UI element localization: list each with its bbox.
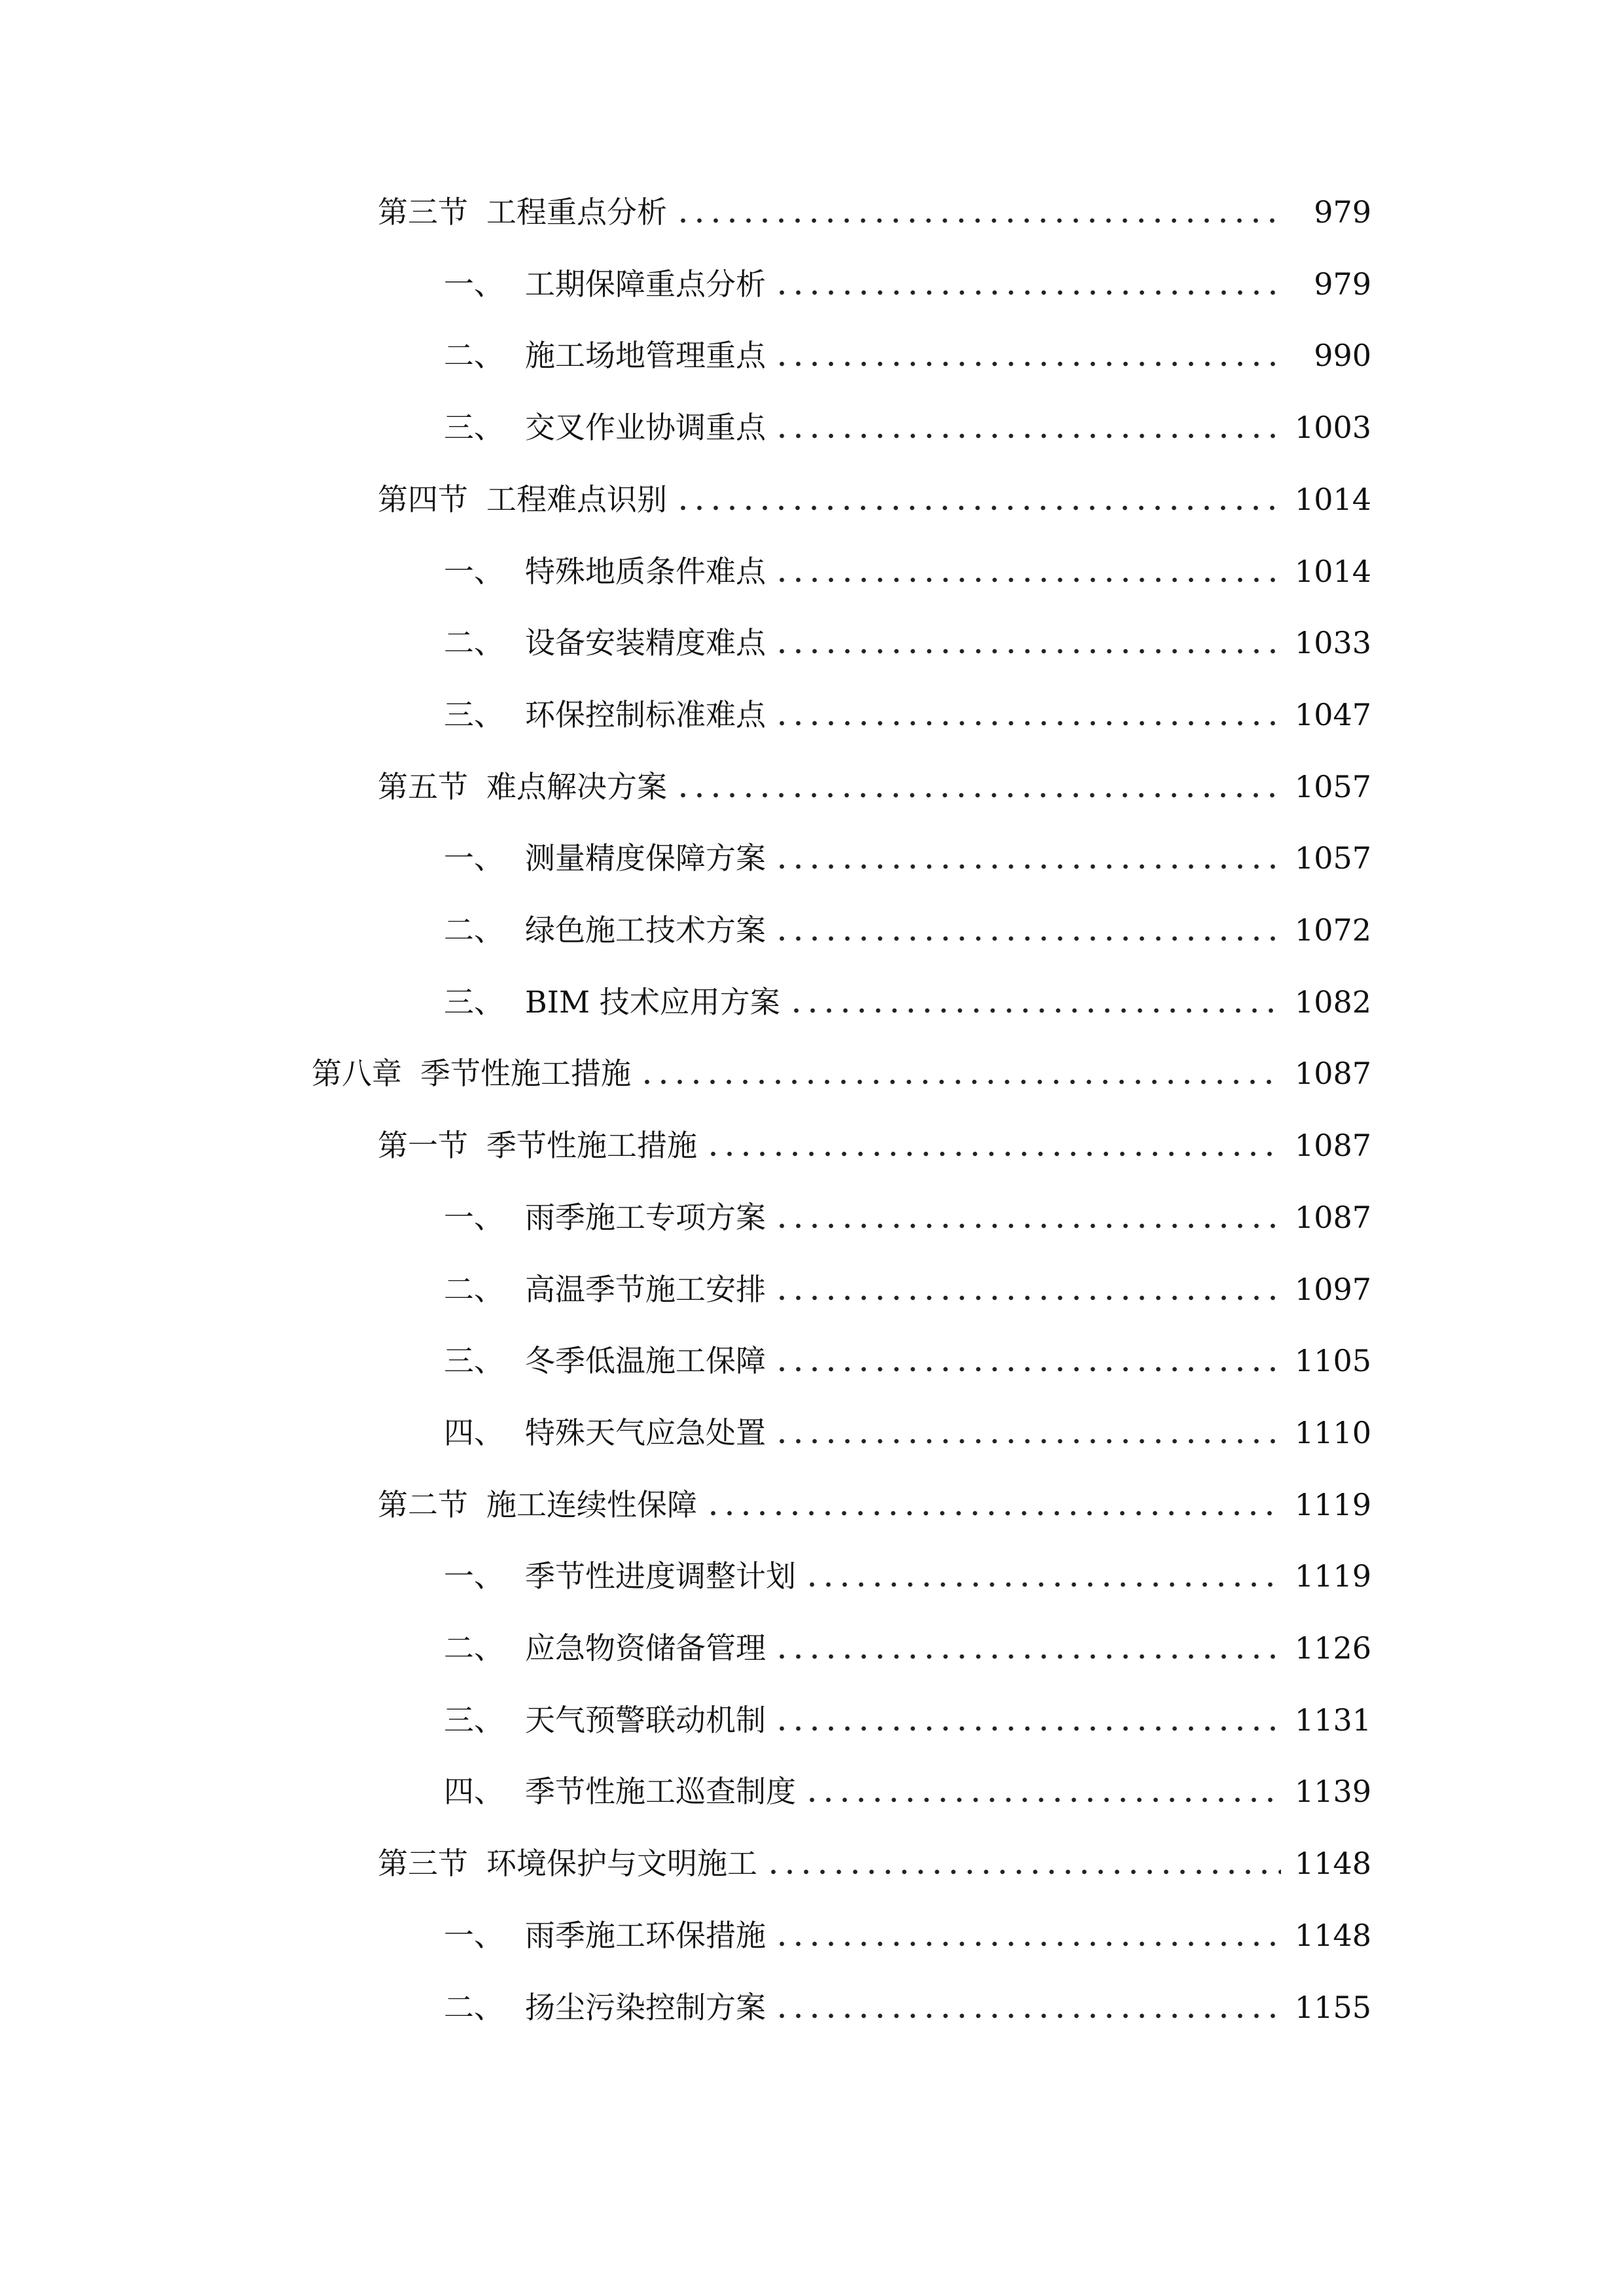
toc-subsection-entry[interactable]	[444, 539, 1371, 589]
toc-page-number: 1148	[1294, 1846, 1371, 1881]
toc-entry-prefix: 第五节	[378, 769, 468, 804]
toc-leader-dots	[774, 1941, 1281, 1946]
toc-leader-dots	[788, 1008, 1281, 1013]
toc-entry-number: 三、	[444, 1702, 504, 1738]
toc-leader-dots	[675, 505, 1281, 511]
toc-entry-title: 设备安装精度难点	[525, 625, 766, 660]
toc-section-entry[interactable]	[378, 180, 1371, 230]
toc-leader-dots	[774, 1367, 1281, 1372]
toc-entry-prefix: 第一节	[378, 1128, 468, 1163]
toc-page-number: 1087	[1294, 1056, 1371, 1091]
toc-subsection-entry[interactable]	[444, 1975, 1371, 2025]
toc-entry-title: 扬尘污染控制方案	[525, 1990, 766, 2025]
toc-entry-title: 绿色施工技术方案	[525, 912, 766, 948]
toc-page-number: 1148	[1294, 1918, 1371, 1953]
toc-entry-prefix: 第三节	[378, 1846, 468, 1881]
toc-entry-number: 一、	[444, 1200, 504, 1235]
toc-leader-dots	[774, 1223, 1281, 1229]
toc-page-number: 1057	[1294, 769, 1371, 804]
toc-section-entry[interactable]	[378, 1473, 1371, 1520]
toc-subsection-entry[interactable]	[444, 898, 1371, 948]
toc-leader-dots	[774, 290, 1281, 295]
toc-page-number: 1014	[1294, 554, 1371, 589]
toc-page-number: 1087	[1294, 1128, 1371, 1163]
toc-entry-number: 一、	[444, 1918, 504, 1953]
toc-leader-dots	[804, 1797, 1281, 1803]
toc-section-entry[interactable]	[378, 1831, 1371, 1881]
toc-entry-number: 二、	[444, 1272, 504, 1307]
toc-subsection-entry[interactable]	[444, 1544, 1371, 1594]
toc-section-entry[interactable]	[378, 1113, 1371, 1163]
toc-entry-title: 工程难点识别	[486, 482, 667, 517]
toc-entry-number: 一、	[444, 554, 504, 589]
toc-entry-title: 交叉作业协调重点	[525, 410, 766, 445]
toc-leader-dots	[774, 864, 1281, 869]
toc-entry-prefix: 第八章	[312, 1056, 402, 1091]
toc-leader-dots	[675, 793, 1281, 798]
toc-entry-title: 天气预警联动机制	[525, 1702, 766, 1738]
toc-leader-dots	[774, 577, 1281, 583]
toc-page-number: 1097	[1294, 1272, 1371, 1307]
toc-leader-dots	[774, 1726, 1281, 1731]
toc-subsection-entry[interactable]	[444, 1688, 1371, 1738]
toc-leader-dots	[774, 649, 1281, 654]
toc-entry-number: 二、	[444, 625, 504, 660]
toc-page-number: 1126	[1294, 1630, 1371, 1666]
toc-entry-number: 二、	[444, 1990, 504, 2025]
toc-entry-title: 施工连续性保障	[486, 1487, 697, 1522]
toc-entry-prefix: 第三节	[378, 194, 468, 230]
toc-entry-prefix: 第四节	[378, 482, 468, 517]
toc-leader-dots	[774, 721, 1281, 726]
toc-leader-dots	[675, 218, 1281, 223]
toc-entry-title: 季节性施工巡查制度	[525, 1774, 796, 1809]
toc-page-number: 1155	[1294, 1990, 1371, 2025]
toc-leader-dots	[804, 1582, 1281, 1587]
toc-page-number: 1131	[1294, 1702, 1371, 1738]
toc-page-number: 1057	[1294, 840, 1371, 876]
toc-entry-number: 二、	[444, 912, 504, 948]
toc-entry-title: 季节性进度调整计划	[525, 1558, 796, 1594]
toc-subsection-entry[interactable]	[444, 611, 1371, 658]
toc-page-number: 1082	[1294, 984, 1371, 1020]
toc-leader-dots	[774, 361, 1281, 367]
toc-entry-title: 雨季施工专项方案	[525, 1200, 766, 1235]
toc-page-number: 1119	[1294, 1487, 1371, 1522]
toc-subsection-entry[interactable]	[444, 1329, 1371, 1376]
toc-entry-title: BIM 技术应用方案	[525, 984, 780, 1020]
toc-entry-title: 季节性施工措施	[486, 1128, 697, 1163]
toc-entry-number: 三、	[444, 697, 504, 732]
toc-chapter-entry[interactable]	[312, 1041, 1371, 1091]
toc-subsection-entry[interactable]	[444, 1185, 1371, 1235]
toc-page-number: 1087	[1294, 1200, 1371, 1235]
toc-page-number: 1033	[1294, 625, 1371, 660]
toc-entry-number: 四、	[444, 1774, 504, 1809]
toc-entry-title: 工期保障重点分析	[525, 266, 766, 302]
toc-entry-number: 一、	[444, 840, 504, 876]
toc-entry-title: 高温季节施工安排	[525, 1272, 766, 1307]
toc-entry-title: 雨季施工环保措施	[525, 1918, 766, 1953]
toc-subsection-entry[interactable]	[444, 1257, 1371, 1307]
toc-section-entry[interactable]	[378, 467, 1371, 517]
toc-entry-title: 测量精度保障方案	[525, 840, 766, 876]
toc-subsection-entry[interactable]	[444, 970, 1371, 1020]
toc-leader-dots	[705, 1511, 1281, 1516]
toc-entry-number: 三、	[444, 410, 504, 445]
toc-subsection-entry[interactable]	[444, 1903, 1371, 1953]
toc-entry-title: 环保控制标准难点	[525, 697, 766, 732]
toc-leader-dots	[774, 1439, 1281, 1444]
toc-page-number: 1047	[1294, 697, 1371, 732]
toc-entry-title: 工程重点分析	[486, 194, 667, 230]
toc-entry-title: 应急物资储备管理	[525, 1630, 766, 1666]
toc-subsection-entry[interactable]	[444, 395, 1371, 445]
toc-entry-title: 施工场地管理重点	[525, 338, 766, 373]
toc-page-number: 979	[1314, 266, 1371, 302]
toc-entry-title: 难点解决方案	[486, 769, 667, 804]
toc-page-number: 1003	[1294, 410, 1371, 445]
toc-subsection-entry[interactable]	[444, 1616, 1371, 1666]
toc-entry-title: 季节性施工措施	[420, 1056, 631, 1091]
toc-subsection-entry[interactable]	[444, 252, 1371, 302]
toc-page-number: 1105	[1294, 1343, 1371, 1378]
toc-page-number: 990	[1314, 338, 1371, 373]
toc-section-entry[interactable]	[378, 755, 1371, 802]
toc-entry-number: 一、	[444, 266, 504, 302]
toc-page-number: 979	[1314, 194, 1371, 230]
toc-leader-dots	[774, 2013, 1281, 2018]
toc-subsection-entry[interactable]	[444, 323, 1371, 373]
toc-entry-prefix: 第二节	[378, 1487, 468, 1522]
toc-leader-dots	[765, 1869, 1281, 1874]
toc-subsection-entry[interactable]	[444, 826, 1371, 876]
toc-page-number: 1072	[1294, 912, 1371, 948]
toc-page-number: 1139	[1294, 1774, 1371, 1809]
toc-entry-title: 特殊地质条件难点	[525, 554, 766, 589]
toc-subsection-entry[interactable]	[444, 683, 1371, 730]
toc-entry-number: 三、	[444, 1343, 504, 1378]
toc-entry-number: 一、	[444, 1558, 504, 1594]
toc-entry-number: 二、	[444, 1630, 504, 1666]
toc-leader-dots	[705, 1151, 1281, 1157]
toc-subsection-entry[interactable]	[444, 1401, 1371, 1448]
toc-entry-title: 冬季低温施工保障	[525, 1343, 766, 1378]
toc-leader-dots	[639, 1079, 1281, 1085]
toc-entry-title: 特殊天气应急处置	[525, 1415, 766, 1450]
toc-entry-number: 三、	[444, 984, 504, 1020]
toc-page-number: 1119	[1294, 1558, 1371, 1594]
toc-entry-number: 二、	[444, 338, 504, 373]
toc-leader-dots	[774, 936, 1281, 941]
toc-leader-dots	[774, 1295, 1281, 1300]
toc-page-number: 1110	[1294, 1415, 1371, 1450]
toc-leader-dots	[774, 1654, 1281, 1659]
toc-page-number: 1014	[1294, 482, 1371, 517]
toc-leader-dots	[774, 433, 1281, 439]
toc-entry-number: 四、	[444, 1415, 504, 1450]
toc-entry-title: 环境保护与文明施工	[486, 1846, 757, 1881]
toc-subsection-entry[interactable]	[444, 1759, 1371, 1809]
